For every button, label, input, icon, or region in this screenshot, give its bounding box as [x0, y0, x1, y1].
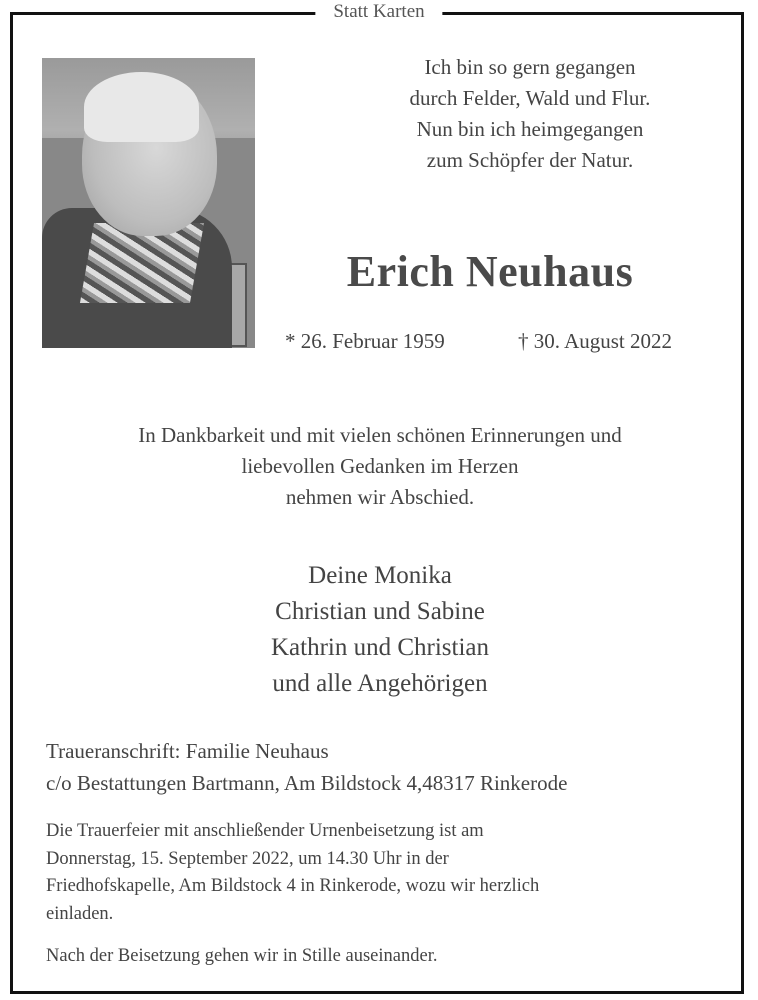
- family-line: Christian und Sabine: [275, 598, 485, 625]
- photo-hair: [84, 72, 199, 142]
- ceremony-line: einladen.: [46, 903, 114, 924]
- family-line: und alle Angehörigen: [272, 670, 488, 697]
- farewell-line: liebevollen Gedanken im Herzen: [241, 454, 519, 478]
- birth-date: * 26. Februar 1959: [285, 329, 445, 353]
- address-line-1: Traueranschrift: Familie Neuhaus: [46, 739, 329, 763]
- ceremony-line: Donnerstag, 15. September 2022, um 14.30 Uhr in der: [46, 848, 449, 869]
- ceremony-info: [46, 818, 726, 928]
- closing-note: Nach der Beisetzung gehen wir in Stille auseinander.: [46, 946, 438, 966]
- family-line: Deine Monika: [308, 562, 452, 589]
- ceremony-line: Friedhofskapelle, Am Bildstock 4 in Rinkerode, wozu wir herzlich: [46, 876, 540, 896]
- farewell-line: In Dankbarkeit und mit vielen schönen Erinnerungen und: [138, 423, 622, 447]
- deceased-name: Erich Neuhaus: [346, 247, 634, 296]
- ceremony-line: Die Trauerfeier mit anschließender Urnenbeisetzung ist am: [46, 821, 484, 841]
- address-line-2: c/o Bestattungen Bartmann, Am Bildstock 4,48317 Rinkerode: [46, 771, 568, 795]
- family-line: Kathrin und Christian: [270, 634, 490, 661]
- portrait-photo: [42, 58, 255, 348]
- family-signatures: [180, 558, 580, 702]
- death-date: † 30. August 2022: [518, 329, 673, 353]
- poem-line: Ich bin so gern gegangen: [424, 55, 636, 79]
- header-title: Statt Karten: [315, 0, 442, 24]
- farewell-line: nehmen wir Abschied.: [285, 485, 475, 509]
- poem: [330, 52, 730, 176]
- poem-line: Nun bin ich heimgegangen: [416, 117, 644, 141]
- mourning-address: [46, 735, 746, 799]
- farewell-text: [30, 420, 730, 513]
- poem-line: zum Schöpfer der Natur.: [426, 148, 634, 172]
- poem-line: durch Felder, Wald und Flur.: [409, 86, 651, 110]
